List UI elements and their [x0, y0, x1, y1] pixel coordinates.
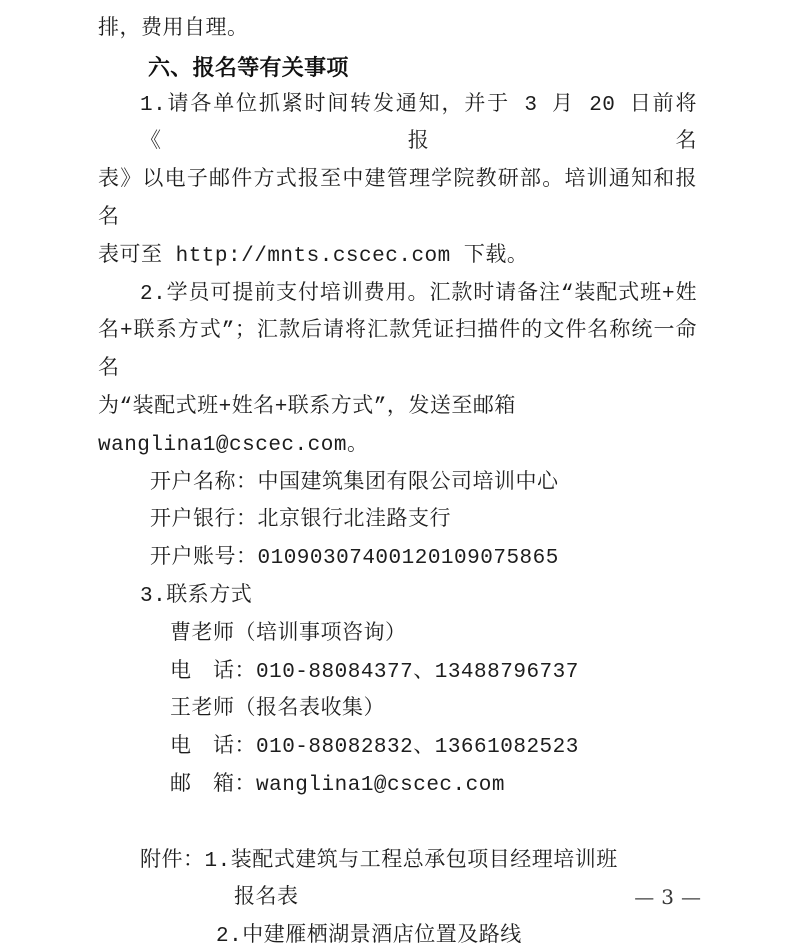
para2-line2: 名+联系方式”；汇款后请将汇款凭证扫描件的文件名称统一命名 [98, 320, 697, 382]
bank-name-line: 开户银行：北京银行北洼路支行 [150, 509, 451, 533]
page-footer [634, 883, 701, 911]
contact-wang-line: 王老师（报名表收集） [170, 698, 385, 722]
page-number-dash-left: — [634, 885, 655, 909]
attachments-line2: 2.中建雁栖湖景酒店位置及路线 [216, 925, 522, 949]
attachments-line1: 附件：1.装配式建筑与工程总承包项目经理培训班 [140, 849, 618, 873]
bank-account-number-line: 开户账号：01090307400120109075865 [150, 547, 559, 571]
bank-account-name-line: 开户名称：中国建筑集团有限公司培训中心 [150, 471, 559, 495]
page-number: 3 [661, 885, 674, 909]
para2-line3: 为“装配式班+姓名+联系方式”，发送至邮箱 [98, 395, 516, 419]
contact-cao-phone-line: 电 话：010-88084377、13488796737 [170, 660, 579, 684]
para1-line3: 表可至 http://mnts.cscec.com 下载。 [98, 244, 529, 268]
attachments-line1-continued: 报名表 [234, 887, 299, 911]
contact-wang-phone-line: 电 话：010-88082832、13661082523 [170, 736, 579, 760]
page-number-dash-right: — [681, 885, 701, 909]
contacts-heading-line: 3.联系方式 [140, 584, 253, 608]
para2-line1: 2.学员可提前支付培训费用。汇款时请备注“装配式班+姓 [140, 282, 697, 306]
para1-line1: 1.请各单位抓紧时间转发通知，并于 3 月 20 日前将《报名 [140, 93, 697, 155]
section-heading: 六、报名等有关事项 [148, 54, 349, 80]
contact-email-line: 邮 箱：wanglina1@cscec.com [170, 773, 505, 797]
contact-cao-line: 曹老师（培训事项咨询） [170, 622, 407, 646]
para2-line4-email: wanglina1@cscec.com。 [98, 433, 369, 457]
blank-line [98, 805, 697, 843]
continuation-line: 排，费用自理。 [98, 18, 249, 41]
para1-line2: 表》以电子邮件方式报至中建管理学院教研部。培训通知和报名 [98, 169, 697, 230]
document-body [98, 11, 697, 950]
